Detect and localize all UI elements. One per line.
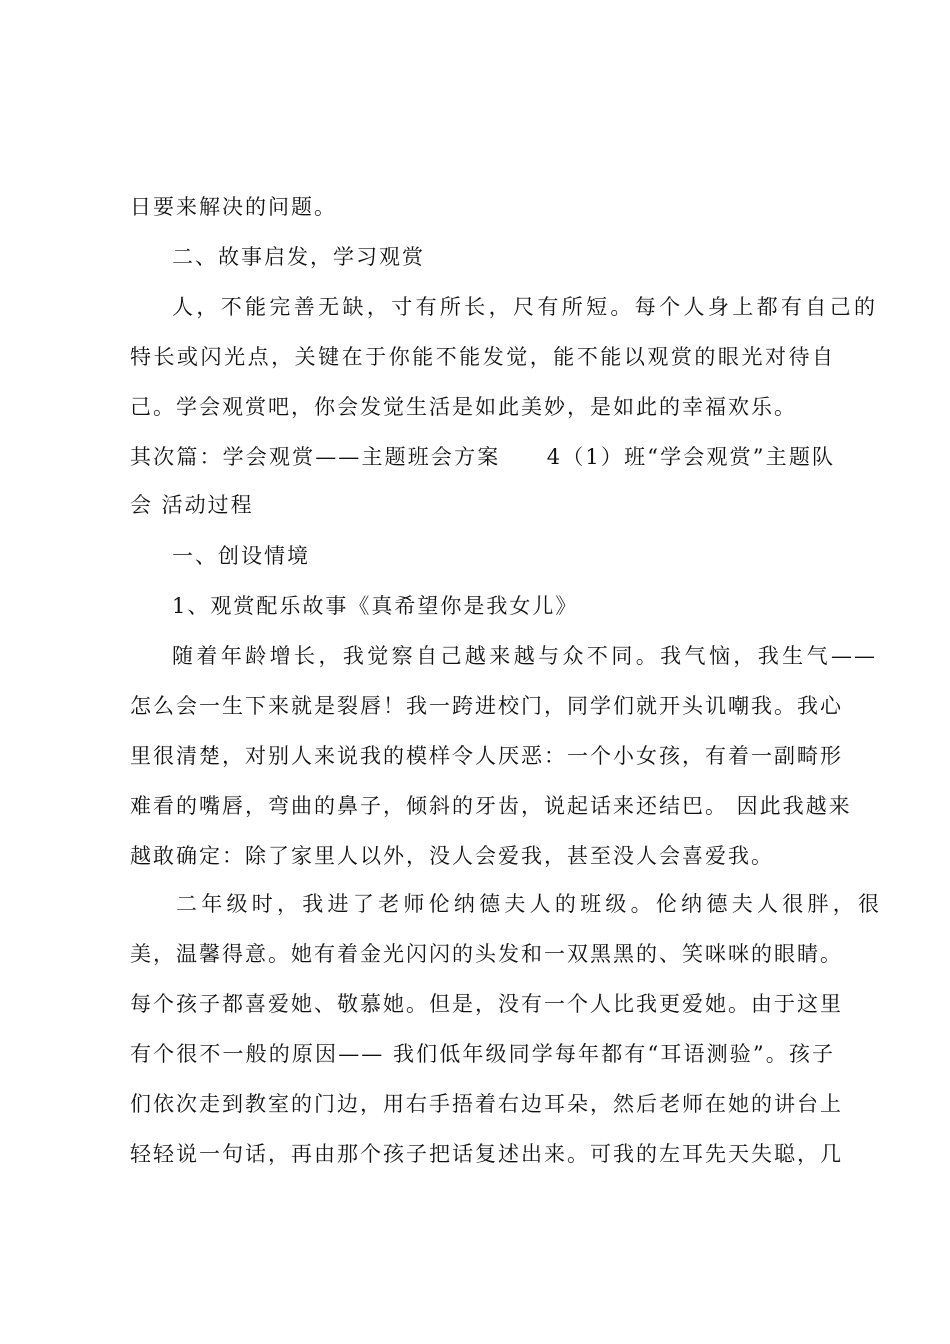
subsection-heading: 1、观赏配乐故事《真希望你是我女儿》 (172, 594, 579, 618)
section-heading: 一、创设情境 (172, 544, 310, 568)
text-line: 随着年龄增长，我觉察自己越来越与众不同。我气恼，我生气—— (172, 644, 877, 668)
text-line: 们依次走到教室的门边，用右手捂着右边耳朵，然后老师在她的讲台上 (130, 1092, 843, 1116)
section-heading: 二、故事启发，学习观赏 (172, 245, 425, 269)
text-line: 会 活动过程 (130, 493, 254, 517)
text-line: 怎么会一生下来就是裂唇！我一跨进校门，同学们就开头讥嘲我。我心 (130, 694, 843, 718)
text-line: 人，不能完善无缺，寸有所长，尺有所短。每个人身上都有自己的 (172, 295, 877, 319)
text-line: 有个很不一般的原因—— 我们低年级同学每年都有“耳语测验”。孩子 (130, 1042, 835, 1066)
text-line: 难看的嘴唇，弯曲的鼻子，倾斜的牙齿，说起话来还结巴。 因此我越来 (130, 794, 852, 818)
text-line: 越敢确定：除了家里人以外，没人会爱我，甚至没人会喜爱我。 (130, 844, 774, 868)
text-line: 每个孩子都喜爱她、敬慕她。但是，没有一个人比我更爱她。由于这里 (130, 992, 843, 1016)
text-line: 轻轻说一句话，再由那个孩子把话复述出来。可我的左耳先天失聪，几 (130, 1142, 843, 1166)
text-line: 己。学会观赏吧，你会发觉生活是如此美妙，是如此的幸福欢乐。 (130, 395, 797, 419)
text-line: 日要来解决的问题。 (130, 195, 337, 219)
text-line: 美，温馨得意。她有着金光闪闪的头发和一双黑黑的、笑咪咪的眼睛。 (130, 942, 843, 966)
chapter-heading: 其次篇：学会观赏——主题班会方案 4（1）班“学会观赏”主题队 (130, 445, 835, 469)
text-line: 特长或闪光点，关键在于你能不能发觉，能不能以观赏的眼光对待自 (130, 345, 835, 369)
text-line: 二年级时，我进了老师伦纳德夫人的班级。伦纳德夫人很胖，很 (176, 892, 881, 916)
text-line: 里很清楚，对别人来说我的模样令人厌恶：一个小女孩，有着一副畸形 (130, 744, 843, 768)
